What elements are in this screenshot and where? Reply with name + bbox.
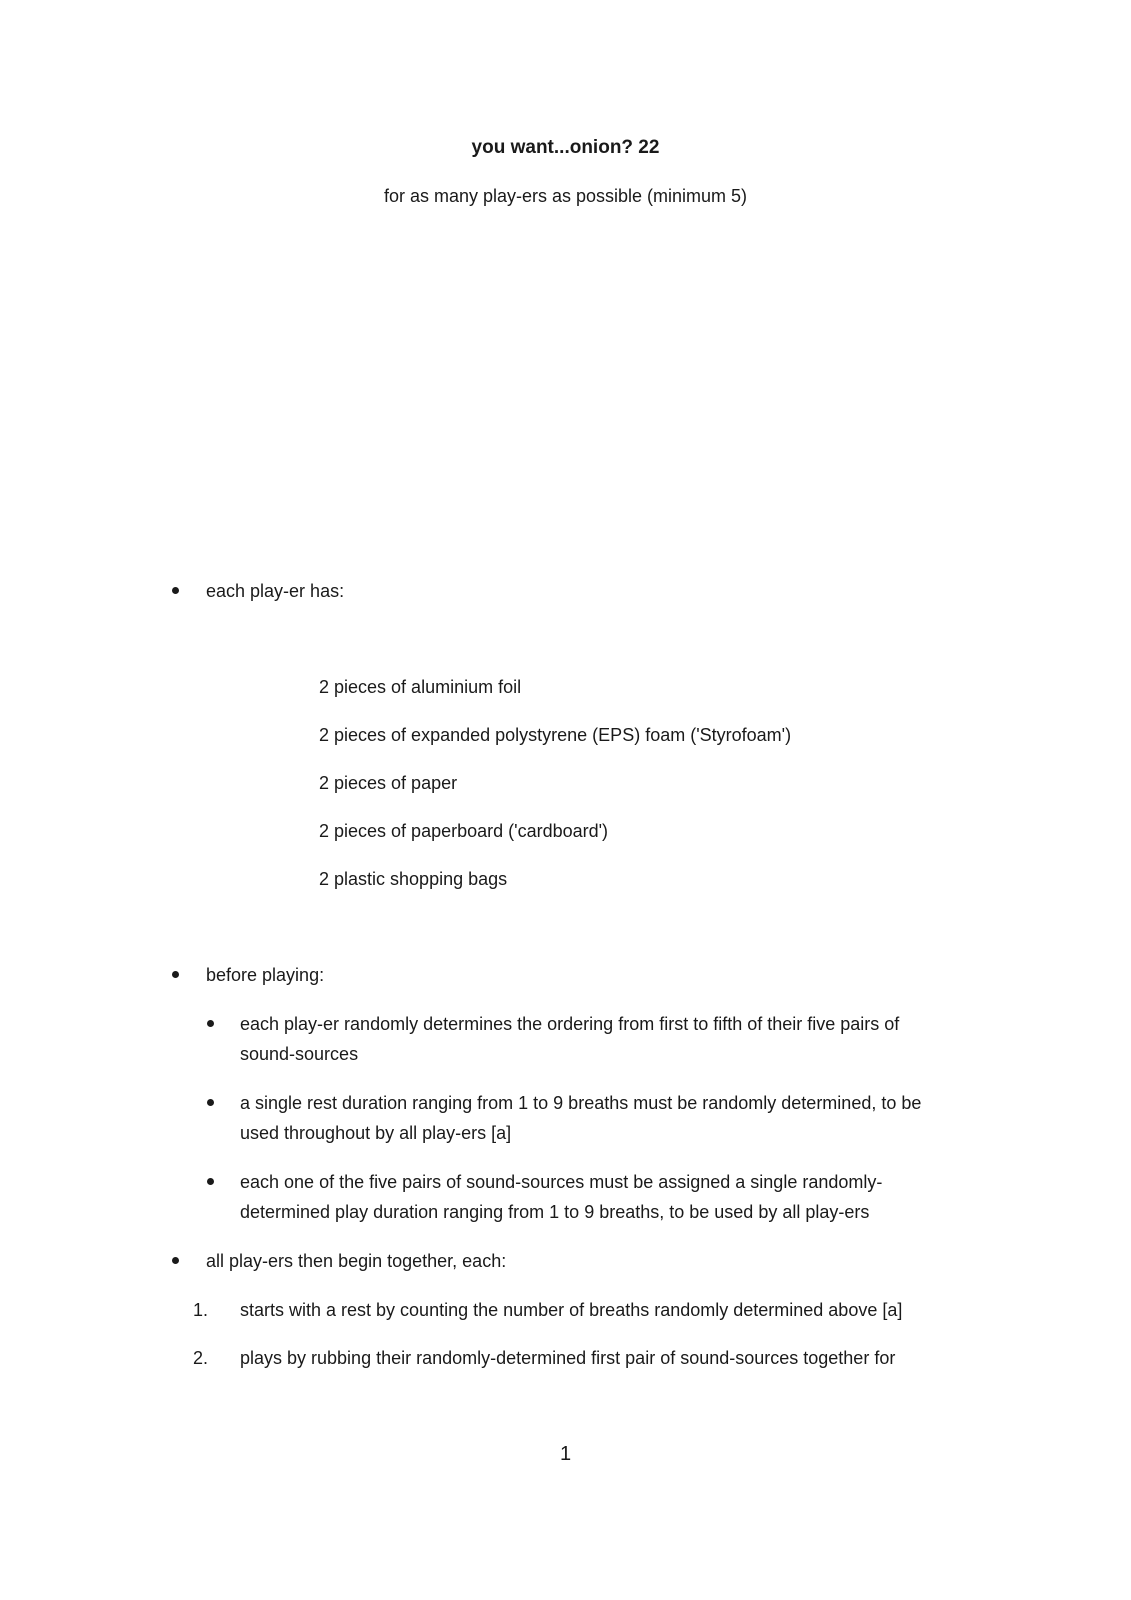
step-number: 2. xyxy=(193,1348,209,1368)
bullet-materials xyxy=(172,587,179,594)
before-item-line: used throughout by all play-ers [a] xyxy=(240,1123,512,1143)
before-intro: before playing: xyxy=(206,965,325,985)
step-text: starts with a rest by counting the number of breaths randomly determined above [a] xyxy=(240,1300,903,1320)
bullet-before xyxy=(172,971,179,978)
material-item: 2 pieces of aluminium foil xyxy=(319,677,522,697)
sub-bullet xyxy=(207,1178,214,1185)
sub-bullet xyxy=(207,1099,214,1106)
document-subtitle: for as many play-ers as possible (minimum 5) xyxy=(383,186,748,206)
before-item-line: sound-sources xyxy=(240,1044,359,1064)
begin-intro: all play-ers then begin together, each: xyxy=(206,1251,507,1271)
material-item: 2 pieces of expanded polystyrene (EPS) foam ('Styrofoam') xyxy=(319,725,792,745)
page-number: 1 xyxy=(559,1443,572,1465)
before-item-line: each play-er randomly determines the ordering from first to fifth of their five pairs of xyxy=(240,1014,900,1034)
material-item: 2 plastic shopping bags xyxy=(319,869,508,889)
bullet-begin xyxy=(172,1257,179,1264)
document-title: you want...onion? 22 xyxy=(471,137,660,158)
material-item: 2 pieces of paperboard ('cardboard') xyxy=(319,821,609,841)
before-item-line: a single rest duration ranging from 1 to 9 breaths must be randomly determined, to be xyxy=(240,1093,922,1113)
material-item: 2 pieces of paper xyxy=(319,773,458,793)
sub-bullet xyxy=(207,1020,214,1027)
before-item-line: determined play duration ranging from 1 to 9 breaths, to be used by all play-ers xyxy=(240,1202,870,1222)
before-item-line: each one of the five pairs of sound-sources must be assigned a single randomly- xyxy=(240,1172,883,1192)
step-number: 1. xyxy=(193,1300,209,1320)
step-text: plays by rubbing their randomly-determined first pair of sound-sources together for xyxy=(240,1348,896,1368)
materials-intro: each play-er has: xyxy=(206,581,345,601)
